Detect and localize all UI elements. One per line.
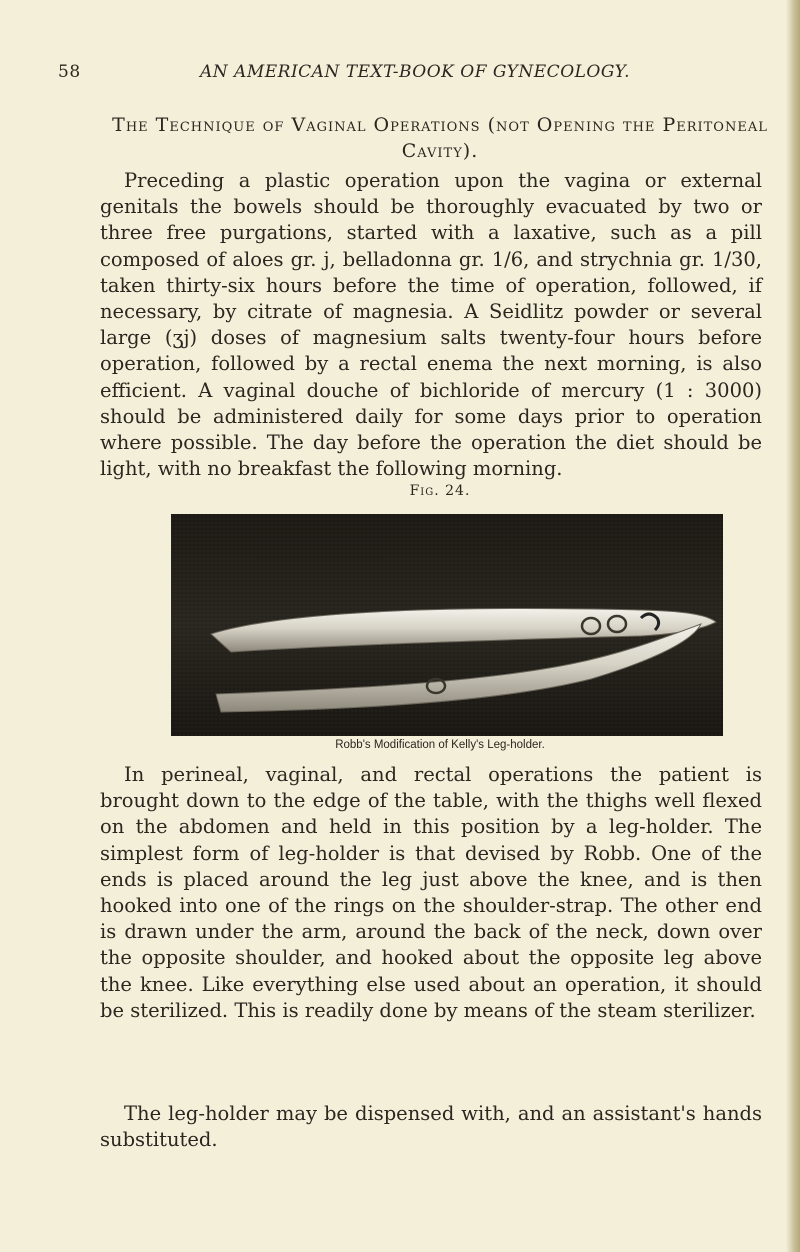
running-title: AN AMERICAN TEXT-BOOK OF GYNECOLOGY. — [200, 62, 631, 82]
figure-label: Fig. 24. — [409, 483, 471, 499]
figure-leg-holder-photo — [171, 514, 723, 736]
figure-caption: Robb's Modification of Kelly's Leg-holder. — [335, 739, 545, 751]
page-number: 58 — [58, 62, 81, 82]
section-title: The Technique of Vaginal Operations (not Opening the Peritoneal Cavity). — [112, 114, 768, 162]
paragraph-preparation: Preceding a plastic operation upon the vagina or external genitals the bowels should be thoroughly evacuated by two or three free purgations, started with a laxative, such as a pill composed of aloes gr. j, belladonna gr. 1/6, and strychnia gr. 1/30, taken thirty-six hours before the time of operation, followed, if necessary, by citrate of magnesia. A Seidlitz powder or several large (ʒj) doses of magnesium salts twenty-four hours before operation, followed by a rectal enema the next morning, is also efficient. A vaginal douche of bichloride of mercury (1 : 3000) should be administered daily for some days prior to operation where possible. The day before the operation the diet should be light, with no breakfast the following morning. — [100, 169, 762, 481]
paragraph-leg-holder: In perineal, vaginal, and rectal operations the patient is brought down to the edge of the table, with the thighs well flexed on the abdomen and held in this position by a leg-holder. The simplest form of leg-holder is that devised by Robb. One of the ends is placed around the leg just above the knee, and is then hooked into one of the rings on the shoulder-strap. The other end is drawn under the arm, around the back of the neck, down over the opposite shoulder, and hooked about the opposite leg above the knee. Like everything else used about an operation, it should be sterilized. This is readily done by means of the steam sterilizer. — [100, 763, 762, 1022]
paragraph-assistant: The leg-holder may be dispensed with, and an assistant's hands substituted. — [100, 1102, 762, 1152]
page-edge-shadow — [786, 0, 800, 1252]
leg-holder-illustration — [171, 514, 723, 736]
